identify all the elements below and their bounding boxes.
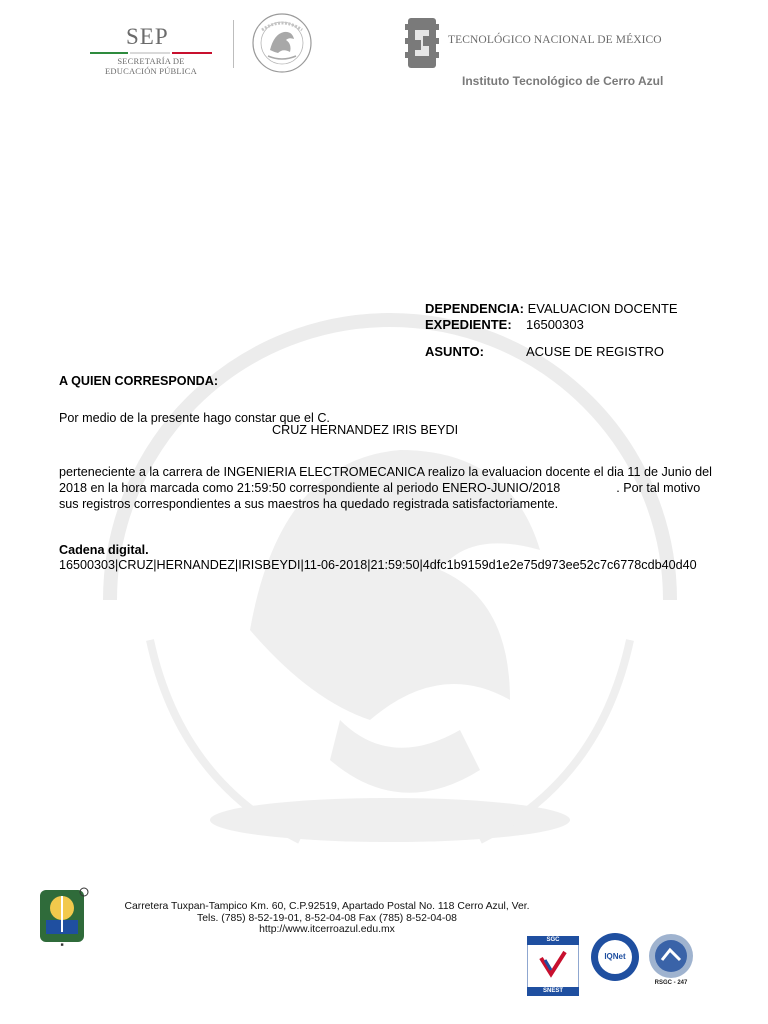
sep-white-stripe <box>130 52 170 54</box>
iqnet-badge-icon <box>588 932 642 994</box>
address-line2: Tels. (785) 8-52-19-01, 8-52-04-08 Fax (785) 8-52-04-08 <box>197 912 457 924</box>
sep-red-stripe <box>172 52 212 54</box>
footer-address <box>110 901 544 936</box>
tecnm-name: TECNOLÓGICO NACIONAL DE MÉXICO <box>448 34 662 46</box>
header-divider <box>233 20 234 68</box>
dependencia-label: DEPENDENCIA: <box>425 301 524 316</box>
svg-text:■: ■ <box>60 942 64 948</box>
institute-name: Instituto Tecnológico de Cerro Azul <box>462 74 664 88</box>
digital-chain-value: 16500303|CRUZ|HERNANDEZ|IRISBEYDI|11-06-2018|21:59:50|4dfc1b9159d1e2e75d973ee52c7c6778cdb40d40 <box>59 558 697 572</box>
intro-text: Por medio de la presente hago constar que el C. <box>59 411 330 425</box>
institute-footer-logo <box>32 886 92 948</box>
rsgc-certification-badge <box>646 932 696 994</box>
coat-of-arms-watermark <box>40 300 740 900</box>
sgc-certification-badge <box>527 936 579 996</box>
mexico-coat-of-arms-seal <box>248 12 316 74</box>
iqnet-label: IQNet <box>604 952 626 961</box>
tecnm-gear-logo <box>405 16 439 70</box>
sep-green-stripe <box>90 52 128 54</box>
expediente-value: 16500303 <box>526 317 584 332</box>
sep-logo <box>88 22 214 78</box>
sgc-top-label: SGC <box>546 937 560 943</box>
expediente-label: EXPEDIENTE: <box>425 317 512 332</box>
rsgc-label: RSGC - 247 <box>654 980 688 986</box>
student-name: CRUZ HERNANDEZ IRIS BEYDI <box>272 423 459 437</box>
iqnet-certification-badge <box>588 932 642 994</box>
digital-chain-label: Cadena digital. <box>59 543 149 557</box>
dependencia-row <box>425 301 678 316</box>
sep-subtitle-line1: SECRETARÍA DE <box>117 56 185 66</box>
asunto-label: ASUNTO: <box>425 344 484 359</box>
website-link[interactable]: http://www.itcerroazul.edu.mx <box>259 924 395 935</box>
salutation: A QUIEN CORRESPONDA: <box>59 374 219 388</box>
sgc-bottom-label: SNEST <box>542 988 563 994</box>
body-paragraph: perteneciente a la carrera de INGENIERIA ELECTROMECANICA realizo la evaluacion docente el dia 11 de Junio del 2018 en la hora marcada como 21:59:50 correspondiente al periodo ENERO-JUNIO/2018 . Por tal motivo sus registros correspondientes a sus maestros ha quedado registrada satisfactoriamente. <box>59 465 716 511</box>
asunto-value: ACUSE DE REGISTRO <box>526 344 664 359</box>
address-line1: Carretera Tuxpan-Tampico Km. 60, C.P.92519, Apartado Postal No. 118 Cerro Azul, Ver. <box>124 901 530 912</box>
sep-logo-text: SEP <box>126 24 169 49</box>
dependencia-value: EVALUACION DOCENTE <box>527 301 678 316</box>
sep-subtitle-line2: EDUCACIÓN PÚBLICA <box>105 66 197 76</box>
sgc-badge-icon <box>527 936 579 996</box>
